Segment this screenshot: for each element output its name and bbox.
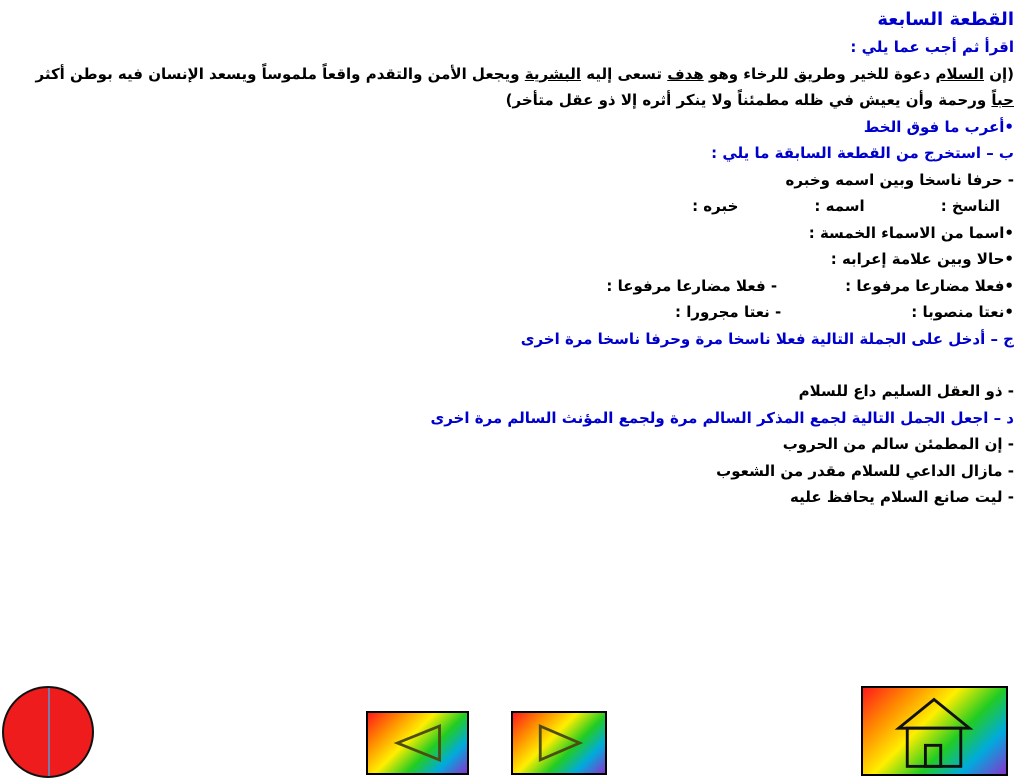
passage-seg-2: دعوة للخير وطريق للرخاء وهو bbox=[703, 64, 936, 83]
parse-task: •أعرب ما فوق الخط bbox=[863, 117, 1014, 136]
passage-seg-3: تسعى إليه bbox=[581, 64, 668, 83]
section-b-item-5-b: - نعتا مجرورا : bbox=[674, 303, 782, 321]
underlined-word-salam: السلام bbox=[935, 64, 984, 83]
red-circle-icon bbox=[48, 688, 50, 776]
section-b-item-4-a: •فعلا مضارعا مرفوعا : bbox=[845, 276, 1014, 295]
section-b-item-5 bbox=[9, 299, 1014, 326]
instruction: اقرأ ثم أجب عما يلي : bbox=[850, 38, 1014, 56]
passage-open: ( bbox=[1007, 64, 1014, 83]
underlined-word-hubban: حباً bbox=[991, 91, 1014, 109]
passage-close: ) bbox=[505, 91, 513, 109]
section-b-item-4 bbox=[9, 273, 1014, 300]
section-c-sentence: - ذو العقل السليم داع للسلام bbox=[798, 382, 1014, 400]
home-button[interactable] bbox=[861, 686, 1008, 776]
house-icon bbox=[863, 688, 1006, 774]
underlined-word-bashariya: البشرية bbox=[524, 64, 582, 83]
next-button[interactable] bbox=[511, 711, 607, 775]
section-b-heading: ب – استخرج من القطعة السابقة ما يلي : bbox=[711, 144, 1014, 162]
worksheet bbox=[9, 6, 1014, 511]
section-b-item-1: - حرفا ناسخا وبين اسمه وخبره bbox=[785, 170, 1014, 189]
red-circle-button[interactable] bbox=[2, 686, 94, 778]
section-b-item-2: •اسما من الاسماء الخمسة : bbox=[808, 223, 1014, 242]
passage bbox=[9, 61, 1014, 114]
right-triangle-icon bbox=[513, 713, 605, 773]
section-d-heading: د – اجعل الجمل التالية لجمع المذكر السالم مرة ولجمع المؤنث السالم مرة اخرى bbox=[430, 408, 1014, 427]
passage-seg-1: إن bbox=[983, 64, 1008, 83]
section-d-sentence-1: - إن المطمئن سالم من الحروب bbox=[782, 435, 1014, 453]
answer-label-khabaruhu: خبره : bbox=[692, 197, 739, 215]
section-b-item-3: •حالا وبين علامة إعرابه : bbox=[830, 250, 1014, 268]
answer-label-nasikh: الناسخ : bbox=[940, 197, 1000, 215]
passage-seg-5: ورحمة وأن يعيش في ظله مطمئناً ولا ينكر أثره إلا ذو عقل متأخر bbox=[512, 91, 992, 109]
section-d-sentence-2: - مازال الداعي للسلام مقدر من الشعوب bbox=[716, 461, 1014, 480]
section-b-item-5-a: •نعتا منصوبا : bbox=[911, 303, 1014, 321]
section-b-item-4-b: - فعلا مضارعا مرفوعا : bbox=[606, 276, 778, 295]
section-d-sentence-3: - ليت صانع السلام يحافظ عليه bbox=[790, 488, 1014, 506]
left-triangle-icon bbox=[368, 713, 467, 773]
previous-button[interactable] bbox=[366, 711, 469, 775]
section-b-item-1-answers bbox=[9, 193, 1014, 220]
spacer bbox=[9, 352, 1014, 378]
answer-label-ismuhu: اسمه : bbox=[814, 197, 865, 215]
section-c-heading: ج – أدخل على الجملة التالية فعلا ناسخا مرة وحرفا ناسخا مرة اخرى bbox=[520, 329, 1014, 348]
underlined-word-hadaf: هدف bbox=[667, 64, 704, 83]
passage-seg-4: ويجعل الأمن والتقدم واقعاً ملموساً ويسعد الإنسان فيه بوطن أكثر bbox=[35, 64, 525, 83]
page-title: القطعة السابعة bbox=[877, 9, 1014, 30]
